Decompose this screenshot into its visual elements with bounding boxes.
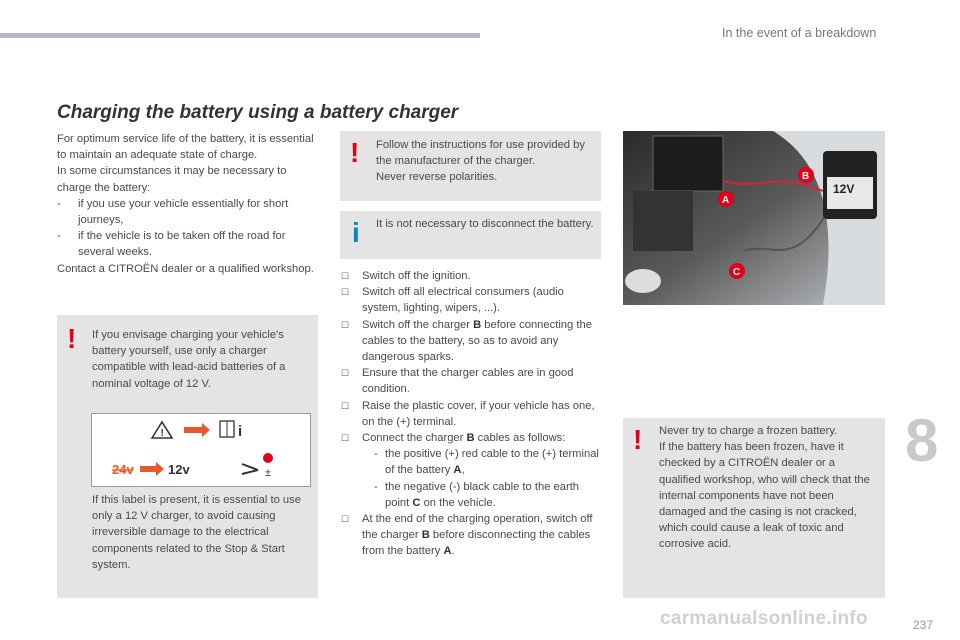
checkbox-icon: ☐ — [341, 287, 350, 298]
charger-voltage-label: 12V — [833, 182, 855, 196]
clamp-icon — [242, 464, 258, 474]
step-item: ☐ Switch off the ignition. — [341, 268, 603, 284]
stop-start-label — [91, 413, 311, 487]
step-item: ☐ At the end of the charging operation, switch off the charger B before disconnecting the cables from the battery A. — [341, 513, 593, 558]
header-bar — [0, 33, 480, 38]
warning-box-left — [57, 315, 318, 598]
steps-list — [341, 268, 603, 560]
arrow-icon-2 — [140, 462, 164, 476]
sub-step: - the positive (+) red cable to the (+) terminal of the battery A, — [374, 448, 599, 477]
sub-step: - the negative (-) black cable to the earth point C on the vehicle. — [374, 480, 580, 509]
step-item: ☐ Switch off the charger B before connecting the cables to the battery, so as to avoid any dangerous sparks. — [341, 318, 592, 364]
page-title: Charging the battery using a battery charger — [57, 102, 459, 123]
info-mid-text: It is not necessary to disconnect the battery. — [376, 218, 594, 230]
plus-terminal-icon — [263, 453, 273, 463]
warning-icon: ! — [67, 323, 77, 354]
arrow-icon — [184, 423, 210, 437]
section-header: In the event of a breakdown — [722, 26, 877, 40]
checkbox-icon: ☐ — [341, 433, 350, 444]
intro-p2: In some circumstances it may be necessary to charge the battery: — [57, 165, 287, 194]
intro-text — [57, 131, 319, 277]
step-item: ☐ Switch off all electrical consumers (audio system, lighting, wipers, ...). — [341, 286, 564, 315]
intro-bullet-2: - if the vehicle is to be taken off the road for several weeks. — [57, 230, 286, 259]
step-item: ☐ Connect the charger B cables as follows: - the positive (+) red cable to the (+) terminal of the battery A, - the negative (-) black cable to the earth point C on the vehicle. — [341, 430, 603, 511]
chapter-number: 8 — [905, 407, 939, 474]
checkbox-icon: ☐ — [341, 400, 350, 411]
checkbox-icon: ☐ — [341, 319, 350, 330]
intro-p1: For optimum service life of the battery, it is essential to maintain an adequate state of charge. — [57, 133, 314, 162]
svg-text:B: B — [802, 171, 810, 182]
battery-charger-figure — [623, 131, 885, 305]
warning-icon: ! — [633, 424, 643, 455]
step-item: ☐ Raise the plastic cover, if your vehicle has one, on the (+) terminal. — [341, 399, 595, 428]
checkbox-icon: ☐ — [341, 514, 350, 525]
label-24v: 24v — [112, 462, 134, 477]
warning-right-text: Never try to charge a frozen battery. If the battery has been frozen, have it checked by a CITROËN dealer or a qualified workshop, who will check that the internal components have not been damaged and the casing is not cracked, which could cause a leak of toxic and corrosive acid. — [659, 425, 870, 551]
page-number: 237 — [913, 618, 934, 632]
svg-text:A: A — [722, 195, 730, 206]
warning-triangle-mark: ! — [160, 428, 164, 439]
svg-text:C: C — [733, 267, 741, 278]
warning-icon: ! — [350, 137, 360, 168]
step-item: ☐ Ensure that the charger cables are in good condition. — [341, 367, 574, 396]
minus-terminal-icon: ± — [265, 467, 272, 479]
info-i-icon: i — [238, 423, 243, 440]
checkbox-icon: ☐ — [341, 271, 350, 281]
warning-left-text: If you envisage charging your vehicle's battery yourself, use only a charger compatible with lead-acid batteries of a nominal voltage of 12 V. — [92, 329, 286, 390]
engine-bay-illustration — [623, 131, 885, 305]
info-box-mid — [340, 211, 601, 259]
stop-start-label-graphic — [92, 414, 310, 486]
watermark: carmanualsonline.info — [660, 608, 868, 629]
label-12v: 12v — [168, 462, 190, 477]
intro-p3: Contact a CITROËN dealer or a qualified workshop. — [57, 262, 314, 275]
warning-box-mid — [340, 131, 601, 201]
info-icon: i — [352, 217, 360, 248]
warning-box-right — [623, 418, 885, 598]
warning-mid-text: Follow the instructions for use provided by the manufacturer of the charger. Never reverse polarities. — [376, 139, 585, 184]
checkbox-icon: ☐ — [341, 368, 350, 379]
label-warning-text: If this label is present, it is essential to use only a 12 V charger, to avoid causing irreversible damage to the electrical components related to the Stop & Start system. — [92, 494, 301, 571]
intro-bullet-1: - if you use your vehicle essentially for short journeys, — [57, 197, 289, 227]
